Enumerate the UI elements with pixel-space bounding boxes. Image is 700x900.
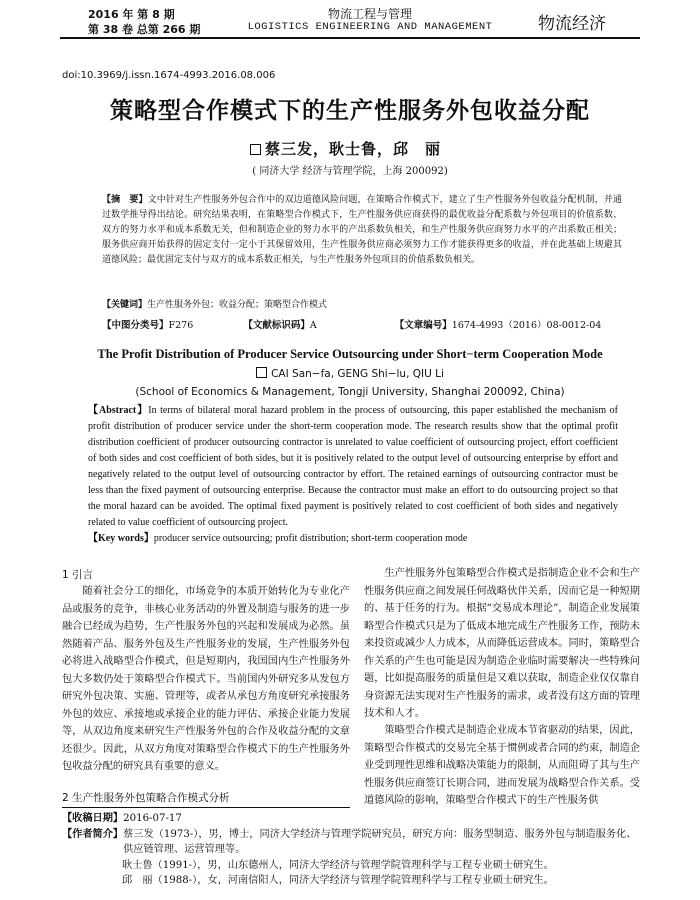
marker-box-en (256, 367, 267, 378)
clc-value: F276 (168, 320, 194, 331)
abstract-cn-text: 文中针对生产性服务外包合作中的双边道德风险问题，在策略合作模式下，建立了生产性服务外包收益分配机制，并通过数学推导得出结论。研究结果表明，在策略型合作模式下，生产性服务供应商获得的最优收益分配系数与外包项目的价值系数、双方的努力水平和成本系数无关，但和制造企业的努力水平的产出系数负相关，和生产性服务供应商努力水平的产出系数正相关；服务供应商开始获得的固定支付一定小于其保留效用，生产性服务供应商必须努力工作才能获得更多的收益，并在此基础上规避其道德风险；最优固定支付与双方的成本系数正相关，与生产性服务外包项目的价值系数负相关。 (102, 195, 622, 265)
article-title-cn: 策略型合作模式下的生产性服务外包收益分配 (110, 98, 590, 124)
received-date (62, 811, 642, 827)
journal-title-en: LOGISTICS ENGINEERING AND MANAGEMENT (247, 21, 493, 33)
bio-1: 蔡三发（1973-），男，博士，同济大学经济与管理学院研究员，研究方向：服务型制造、服务外包与制造服务化、供应链管理、运营管理等。 (123, 828, 637, 855)
right-column-paragraph-2: 策略型合作模式是制造企业成本节省驱动的结果，因此，策略型合作模式的交易完全基于惯例或者合同的约束，制造企业受到理性思维和战略决策能力的限制，从而阻碍了其与生产性服务供应商签订长期合同，进而发展为战略型合作关系。受道德风险的影响，策略型合作模式下的生产性服务供 (364, 725, 640, 806)
abstract-en-text: In terms of bilateral moral hazard problem in the process of outsourcing, this paper established the mechanism of profit distribution of producer service under the short-term cooperation mode. The research results show that the optimal profit distribution coefficient of producer outsourcing contractor is unrelated to value coefficient of outsourcing project, effort coefficient of both sides and cost coefficient of both sides, but it is positively related to the output level of outsourcing enterprise by effort and negatively related to the output level of outsourcing contractor by effort. The retained earnings of outsourcing contractor must be less than the fixed payment of outsourcing enterprise. Because the contractor must make an effort to do outsourcing project so that the moral hazard can be avoided. The optimal fixed payment is positively related to cost coefficient of both sides and negatively related to value coefficient of outsourcing project. (88, 405, 618, 528)
classification-line (102, 317, 622, 331)
footnote (62, 811, 642, 889)
received-label: 【收稿日期】 (62, 812, 124, 824)
footnote-rule (62, 807, 350, 808)
keywords-cn (102, 298, 622, 313)
doi: doi:10.3969/j.issn.1674-4993.2016.08.006 (62, 70, 276, 81)
bio-2: 耿士鲁（1991-），男，山东德州人，同济大学经济与管理学院管理科学与工程专业硕士研究生。 (122, 859, 554, 871)
authors-cn-text: 蔡三发，耿士鲁，邱 丽 (265, 140, 442, 158)
affiliation-en: (School of Economics & Management, Tongji University, Shanghai 200092, China) (135, 386, 565, 398)
keywords-en-label: 【Key words】 (88, 533, 154, 544)
authors-cn (250, 138, 441, 159)
keywords-cn-text: 生产性服务外包；收益分配；策略型合作模式 (147, 300, 328, 310)
keywords-en (88, 531, 618, 547)
doc-code-value: A (309, 320, 317, 331)
abstract-cn (102, 193, 622, 268)
header-rule (60, 37, 640, 39)
abstract-en-label: 【Abstract】 (88, 405, 149, 416)
affiliation-cn: ( 同济大学 经济与管理学院，上海 200092) (252, 166, 448, 177)
article-title-en: The Profit Distribution of Producer Service Outsourcing under Short−term Cooperation Mode (97, 347, 603, 361)
keywords-en-text: producer service outsourcing; profit distribution; short-term cooperation mode (153, 533, 468, 544)
bio-3: 邱 丽（1988-），女，河南信阳人，同济大学经济与管理学院管理科学与工程专业硕士研究生。 (122, 875, 554, 886)
abstract-en (88, 403, 618, 531)
received-value: 2016-07-17 (123, 813, 182, 824)
article-number-label: 【文章编号】 (394, 320, 452, 331)
clc-label: 【中图分类号】 (102, 320, 169, 331)
section-1-heading: 1 引言 (62, 569, 94, 581)
keywords-cn-label: 【关键词】 (102, 300, 148, 310)
abstract-cn-label: 【摘 要】 (102, 195, 148, 205)
authors-en-text: CAI San−fa, GENG Shi−lu, QIU Li (271, 368, 444, 380)
volume-info: 第 38 卷 总第 266 期 (88, 23, 201, 36)
left-column-paragraph: 随着社会分工的细化，市场竞争的本质开始转化为专业化产品或服务的竞争，非核心业务活动的外置及制造与服务的进一步融合已经成为趋势，生产性服务外包的兴起和发展成为必然。虽然随着产品、服务外包及生产性服务业的发展，生产性服务外包必将进入战略型合作模式，但是短期内，我国国内生产性服务外包大多数仍处于策略型合作模式下。当前国内外研究多从发包方研究外包决策、实施、管理等，或者从承包方角度研究承接服务外包的效应、承接地或承接企业的能力评估、承接企业能力发展等，从双边角度来研究生产性服务外包的合作及收益分配的文章还很少。因此，从双方角度对策略型合作模式下的生产性服务外包收益分配的研究具有重要的意义。 (62, 586, 350, 772)
authors-en (0, 367, 700, 380)
section-2-heading: 2 生产性服务外包策略合作模式分析 (62, 792, 230, 804)
author-bio-row (62, 827, 642, 858)
marker-box (250, 144, 261, 155)
article-number-value: 1674-4993（2016）08-0012-04 (451, 320, 602, 331)
right-column-paragraph-1: 生产性服务外包策略型合作模式是指制造企业不会和生产性服务供应商之间发展任何战略伙伴关系，因而它是一种短期的、基于任务的行为。根据“交易成本理论”，制造企业发展策略型合作模式只是为了低成本地完成生产性服务工作，预防未来投资或减少人力成本，从而降低运营成本。同时，策略型合作关系的产生也可能是因为制造企业临时需要解决一些特殊问题，比如提高服务的质量但是又难以获取，制造企业仅仅靠自身资源无法实现对生产性服务的需求，或者没有这方面的管理技术和人才。 (364, 568, 640, 719)
section-label: 物流经济 (538, 14, 606, 34)
bio-label: 【作者简介】 (62, 827, 124, 840)
doc-code-label: 【文献标识码】 (243, 320, 310, 331)
issue-info: 2016 年 第 8 期 (88, 8, 175, 21)
journal-title-cn: 物流工程与管理 (327, 7, 412, 21)
